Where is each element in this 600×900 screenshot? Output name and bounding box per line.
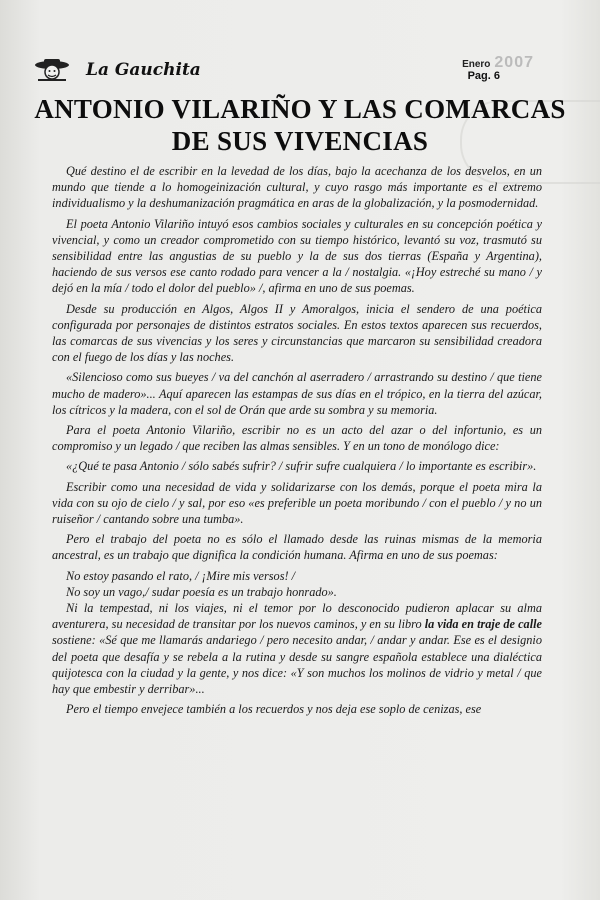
article-body xyxy=(52,163,542,722)
page-number: Pag. 6 xyxy=(467,70,500,82)
paragraph: El poeta Antonio Vilariño intuyó esos cambios sociales y culturales en su concepción poética y vivencial, y como un creador comprometido con su tiempo histórico, levantó su voz, trasmutó su sensibilidad entre las angustias de su pueblo y la de sus dos tierras (España y Argentina), haciendo de sus versos ese canto rodado para vencer a la / nostalgia. «¡Hoy estreché su mano / y dejó en la mía / todo el dolor del pueblo» /, afirma en uno de sus poemas. xyxy=(52,216,542,296)
publication-name: La Gauchita xyxy=(86,60,201,80)
paragraph: Qué destino el de escribir en la levedad de los días, bajo la acechanza de los desvelos, en un mundo que tiende a lo homogeinización cultural, y cuyo rasgo más importante es el extremo individualismo y la deshumanización pragmática en aras de la globalización, y la posmodernidad. xyxy=(52,164,542,211)
article-title: ANTONIO VILARIÑO Y LAS COMARCAS DE SUS VIVENCIAS xyxy=(34,94,566,156)
gaucho-logo-icon xyxy=(32,56,72,82)
paragraph-text: Ni la tempestad, ni los viajes, ni el temor por lo desconocido pudieron aplacar su alma aventurera, su necesidad de transitar por los nuevos caminos, y en su libro xyxy=(52,601,542,632)
paragraph: «¿Qué te pasa Antonio / sólo sabés sufrir? / sufrir sufre cualquiera / lo importante es escribir». xyxy=(66,459,537,474)
paragraph: Pero el tiempo envejece también a los recuerdos y nos deja ese soplo de cenizas, ese xyxy=(66,702,482,717)
paragraph: Para el poeta Antonio Vilariño, escribir no es un acto del azar o del infortunio, es un compromiso y un legado / que reciben las almas sensibles. Y en un tono de monólogo dice: xyxy=(52,423,542,454)
issue-month: Enero xyxy=(462,59,491,70)
poem-line: No soy un vago,/ sudar poesía es un trabajo honrado». xyxy=(66,584,337,599)
paragraph: «Silencioso como sus bueyes / va del canchón al aserradero / arrastrando su destino / que tiene mucho de madero»... Aquí aparecen las estampas de sus días en el trópico, en la tierra del azúcar, los cítricos y la madera, con el sol de Orán que arde su sombra y su memoria. xyxy=(52,370,542,417)
paragraph: Escribir como una necesidad de vida y solidarizarse con los demás, porque el poeta mira la vida con su ojo de cielo / y sal, por eso «es preferible un poeta moribundo / con el pueblo / y no un ruiseñor / cantando sobre una tumba». xyxy=(52,479,542,527)
poem-line: No estoy pasando el rato, / ¡Mire mis versos! / xyxy=(66,568,296,583)
paragraph-text: sostiene: «Sé que me llamarás andariego / pero necesito andar, / andar y andar. Ese es el designio del poeta que desafía y se rebela a la rutina y desde su sangre española establece una dialéctica quijotesca con la ciudad y la gente, y nos dice: «Y son muchos los molinos de vidrio y metal / que hay que embestir y derribar»... xyxy=(52,633,542,697)
paragraph xyxy=(52,600,542,697)
paragraph: Pero el trabajo del poeta no es sólo el llamado desde las ruinas mismas de la memoria ancestral, es un trabajo que dignifica la condición humana. Afirma en uno de sus poemas: xyxy=(52,532,542,563)
paragraph: Desde su producción en Algos, Algos II y Amoralgos, inicia el sendero de una poética configurada por personajes de distintos estratos sociales. En estos textos aparecen sus recuerdos, las comarcas de sus vivencias y los seres y circunstancias que marcaron su sensibilidad creadora con el fuego de los días y las noches. xyxy=(52,301,542,365)
issue-year: 2007 xyxy=(494,54,534,71)
book-title: la vida en traje de calle xyxy=(424,617,542,632)
page-header xyxy=(30,52,570,86)
